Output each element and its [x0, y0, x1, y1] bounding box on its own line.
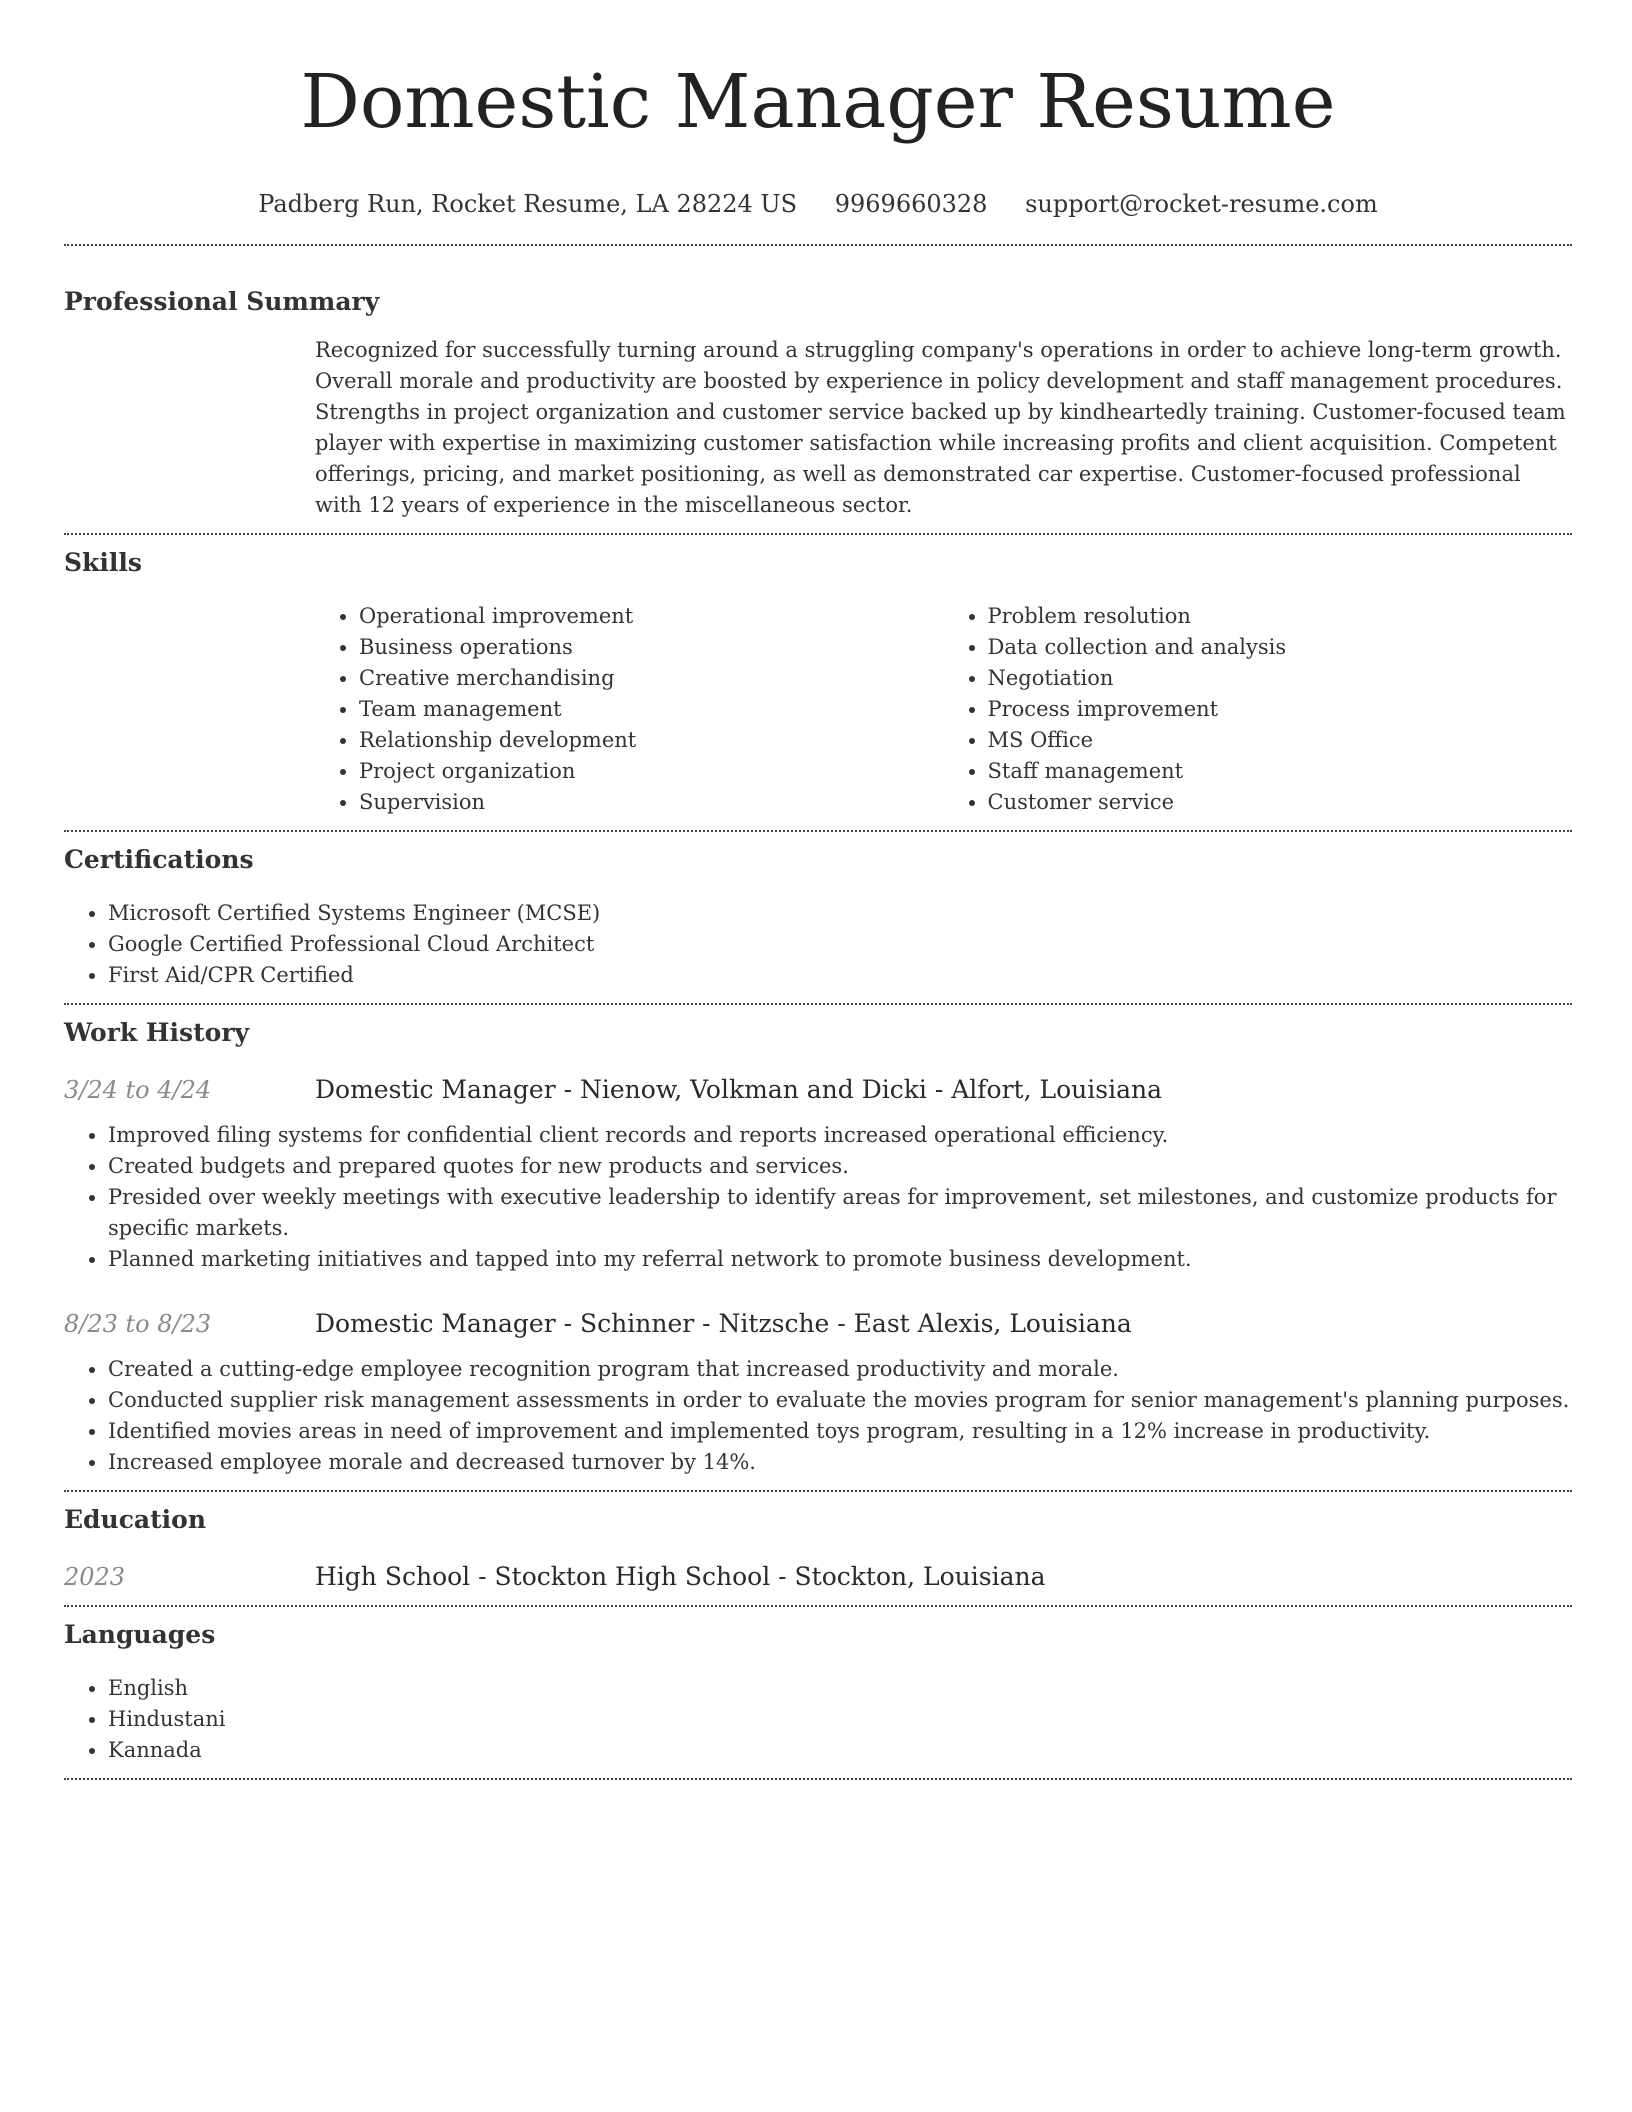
education-date: 2023	[64, 1563, 126, 1591]
contact-phone: 9969660328	[834, 190, 988, 218]
divider	[64, 1003, 1572, 1005]
job-title: Domestic Manager - Schinner - Nitzsche - East Alexis, Louisiana	[315, 1309, 1132, 1338]
summary-section	[64, 286, 1572, 521]
languages-section	[64, 1619, 1572, 1766]
skills-columns	[315, 601, 1572, 818]
skill-item: • Creative merchandising	[359, 663, 944, 694]
skill-item: • Operational improvement	[359, 601, 944, 632]
section-title-languages: Languages	[64, 1620, 216, 1649]
skill-item: • Team management	[359, 694, 944, 725]
skill-item: • Problem resolution	[988, 601, 1573, 632]
certifications-list	[64, 898, 1572, 991]
language-item: • Hindustani	[108, 1704, 1572, 1735]
education-section	[64, 1504, 1572, 1593]
certifications-section	[64, 844, 1572, 991]
job-bullet: • Created a cutting-edge employee recognition program that increased productivity and morale.	[108, 1354, 1572, 1385]
job-bullet: • Identified movies areas in need of improvement and implemented toys program, resulting in a 12% increase in productivity.	[108, 1416, 1572, 1447]
job-bullet: • Improved filing systems for confidential client records and reports increased operational efficiency.	[108, 1120, 1572, 1151]
skill-item: • Staff management	[988, 756, 1573, 787]
education-title: High School - Stockton High School - Stockton, Louisiana	[315, 1562, 1046, 1591]
skill-item: • MS Office	[988, 725, 1573, 756]
skill-item: • Customer service	[988, 787, 1573, 818]
job-bullets	[64, 1354, 1572, 1478]
education-entry	[64, 1561, 1572, 1593]
job-bullet: • Increased employee morale and decreased turnover by 14%.	[108, 1447, 1572, 1478]
contact-email[interactable]: support@rocket-resume.com	[1025, 190, 1378, 218]
divider	[64, 1605, 1572, 1607]
divider	[64, 1778, 1572, 1780]
job-bullet: • Conducted supplier risk management assessments in order to evaluate the movies program for senior management's planning purposes.	[108, 1385, 1572, 1416]
language-item: • English	[108, 1673, 1572, 1704]
skill-item: • Negotiation	[988, 663, 1573, 694]
certification-item: • Google Certified Professional Cloud Architect	[108, 929, 1572, 960]
skill-item: • Process improvement	[988, 694, 1573, 725]
certification-item: • First Aid/CPR Certified	[108, 960, 1572, 991]
job-entry	[64, 1074, 1572, 1275]
resume-page	[64, 0, 1572, 1780]
work-history-section	[64, 1017, 1572, 1478]
language-item: • Kannada	[108, 1735, 1572, 1766]
contact-address: Padberg Run, Rocket Resume, LA 28224 US	[258, 190, 798, 218]
job-header	[64, 1074, 1572, 1106]
job-bullet: • Planned marketing initiatives and tapped into my referral network to promote business development.	[108, 1244, 1572, 1275]
section-title-skills: Skills	[64, 548, 142, 577]
languages-list	[64, 1673, 1572, 1766]
section-title-work-history: Work History	[64, 1018, 250, 1047]
job-header	[64, 1308, 1572, 1340]
skills-list-right	[944, 601, 1573, 818]
skill-item: • Project organization	[359, 756, 944, 787]
job-bullets	[64, 1120, 1572, 1275]
skill-item: • Business operations	[359, 632, 944, 663]
skills-list-left	[315, 601, 944, 818]
divider	[64, 1490, 1572, 1492]
divider	[64, 533, 1572, 535]
divider	[64, 830, 1572, 832]
divider	[64, 244, 1572, 246]
summary-text: Recognized for successfully turning around a struggling company's operations in order to achieve long-term growth. Overall morale and productivity are boosted by experience in policy development and staff management procedures. Strengths in project organization and customer service backed up by kindheartedly training. Customer-focused team player with expertise in maximizing customer satisfaction while increasing profits and client acquisition. Competent offerings, pricing, and market positioning, as well as demonstrated car expertise. Customer-focused professional with 12 years of experience in the miscellaneous sector.	[315, 338, 1566, 517]
job-bullet: • Presided over weekly meetings with executive leadership to identify areas for improvement, set milestones, and customize products for specific markets.	[108, 1182, 1572, 1244]
job-date: 3/24 to 4/24	[64, 1076, 212, 1104]
job-title: Domestic Manager - Nienow, Volkman and Dicki - Alfort, Louisiana	[315, 1075, 1162, 1104]
skill-item: • Data collection and analysis	[988, 632, 1573, 663]
certification-item: • Microsoft Certified Systems Engineer (MCSE)	[108, 898, 1572, 929]
job-entry	[64, 1308, 1572, 1478]
contact-line	[64, 188, 1572, 220]
skills-section	[64, 547, 1572, 818]
section-title-education: Education	[64, 1505, 207, 1534]
resume-title: Domestic Manager Resume	[300, 59, 1336, 145]
section-title-summary: Professional Summary	[64, 287, 380, 316]
job-date: 8/23 to 8/23	[64, 1310, 212, 1338]
skill-item: • Supervision	[359, 787, 944, 818]
job-bullet: • Created budgets and prepared quotes for new products and services.	[108, 1151, 1572, 1182]
skill-item: • Relationship development	[359, 725, 944, 756]
section-title-certifications: Certifications	[64, 845, 254, 874]
